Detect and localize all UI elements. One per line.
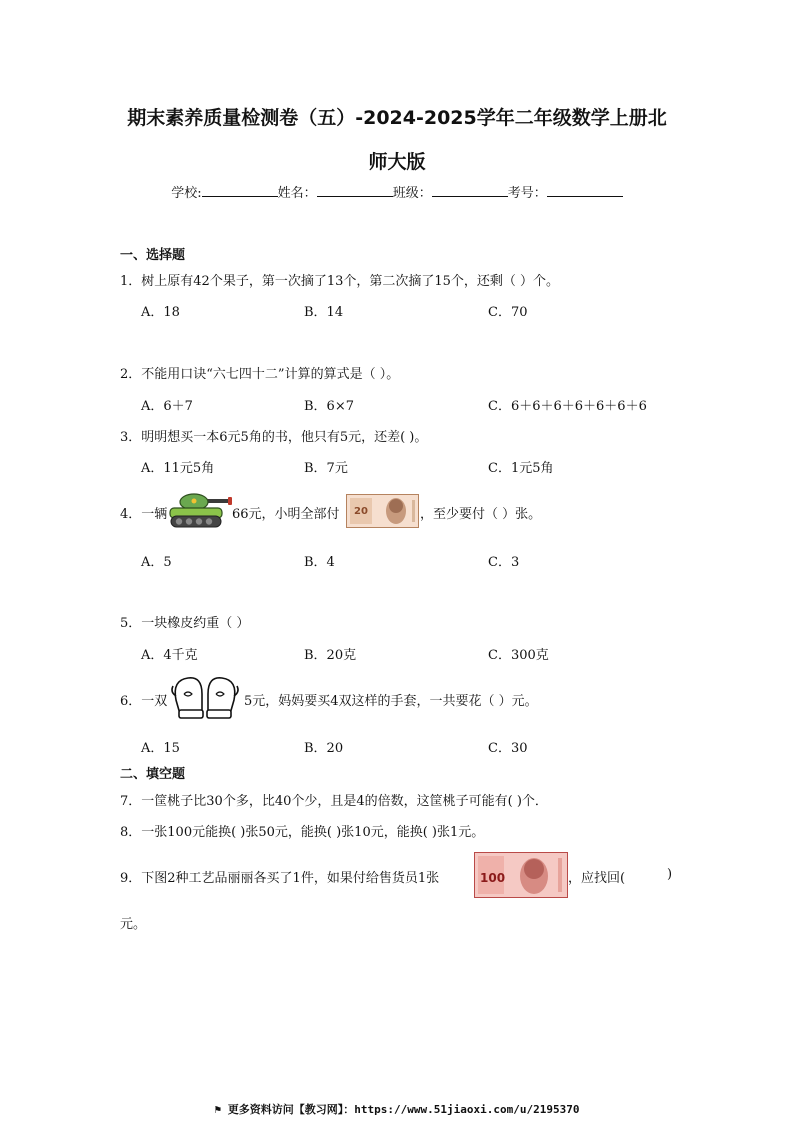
q5-option-b[interactable]: B．20克 <box>304 648 357 663</box>
title-line-2: 师大版 <box>368 151 426 173</box>
q2-option-c[interactable]: C．6＋6＋6＋6＋6＋6＋6 <box>488 399 647 414</box>
class-label: 班级： <box>392 186 432 201</box>
mittens-icon <box>170 672 242 722</box>
q4-option-c[interactable]: C．3 <box>488 555 520 570</box>
q5-option-a[interactable]: A．4千克 <box>141 648 198 663</box>
footer <box>0 1101 794 1117</box>
question-6-prefix: 6．一双 <box>120 694 168 709</box>
question-8: 8．一张100元能换( )张50元，能换( )张10元，能换( )张1元。 <box>120 825 485 840</box>
q3-option-c[interactable]: C．1元5角 <box>488 461 554 476</box>
q1-option-a[interactable]: A．18 <box>141 305 180 320</box>
exam-no-label: 考号： <box>507 186 547 201</box>
question-9-close: ) <box>667 867 673 882</box>
q6-option-b[interactable]: B．20 <box>304 741 344 756</box>
q4-prefix: 4．一辆 <box>120 507 168 522</box>
q6-option-a[interactable]: A．15 <box>141 741 180 756</box>
q4-option-a[interactable]: A．5 <box>141 555 172 570</box>
school-label: 学校: <box>171 186 202 201</box>
question-9-suffix: ，应找回( <box>568 871 626 886</box>
q3-option-a[interactable]: A．11元5角 <box>141 461 215 476</box>
class-blank[interactable] <box>432 183 508 197</box>
school-blank[interactable] <box>202 183 278 197</box>
question-2: 2．不能用口诀“六七四十二”计算的算式是（ ）。 <box>120 367 400 382</box>
q4-option-b[interactable]: B．4 <box>304 555 335 570</box>
question-1: 1．树上原有42个果子，第一次摘了13个，第二次摘了15个，还剩（ ）个。 <box>120 274 560 289</box>
section-choice: 一、选择题 <box>120 248 186 263</box>
q3-option-b[interactable]: B．7元 <box>304 461 348 476</box>
q6-option-c[interactable]: C．30 <box>488 741 528 756</box>
question-5: 5．一块橡皮约重（ ） <box>120 616 250 631</box>
tank-icon <box>168 489 232 529</box>
flag-icon: ⚑ <box>214 1103 222 1116</box>
section-fill-in: 二、填空题 <box>120 767 186 782</box>
name-label: 姓名： <box>277 186 317 201</box>
hundred-yuan-note-icon <box>474 852 568 898</box>
question-6-suffix: 5元，妈妈要买4双这样的手套，一共要花（ ）元。 <box>244 694 538 709</box>
question-9-prefix: 9．下图2种工艺品丽丽各买了1件，如果付给售货员1张 <box>120 871 440 886</box>
q2-option-a[interactable]: A．6＋7 <box>141 399 193 414</box>
title-line-1: 期末素养质量检测卷（五）-2024-2025学年二年级数学上册北 <box>127 107 667 129</box>
student-info <box>0 182 794 201</box>
question-4 <box>120 503 167 522</box>
q2-option-b[interactable]: B．6×7 <box>304 399 354 414</box>
question-9-line-2: 元。 <box>120 917 147 932</box>
question-7: 7．一筐桃子比30个多，比40个少，且是4的倍数，这筐桃子可能有( )个． <box>120 794 548 809</box>
question-3: 3．明明想买一本6元5角的书，他只有5元，还差( )。 <box>120 430 428 445</box>
q1-option-c[interactable]: C．70 <box>488 305 528 320</box>
q4-suffix: ，至少要付（ ）张。 <box>420 507 542 522</box>
q4-mid: 66元，小明全部付 <box>232 507 340 522</box>
note-100-label: 100 <box>480 871 506 885</box>
name-blank[interactable] <box>317 183 393 197</box>
footer-link[interactable]: 更多资料访问【教习网】：https://www.51jiaoxi.com/u/2195370 <box>227 1103 580 1116</box>
note-20-label: 20 <box>354 506 368 517</box>
twenty-yuan-note-icon <box>346 494 419 528</box>
q1-option-b[interactable]: B．14 <box>304 305 344 320</box>
exam-no-blank[interactable] <box>547 183 623 197</box>
q5-option-c[interactable]: C．300克 <box>488 648 549 663</box>
